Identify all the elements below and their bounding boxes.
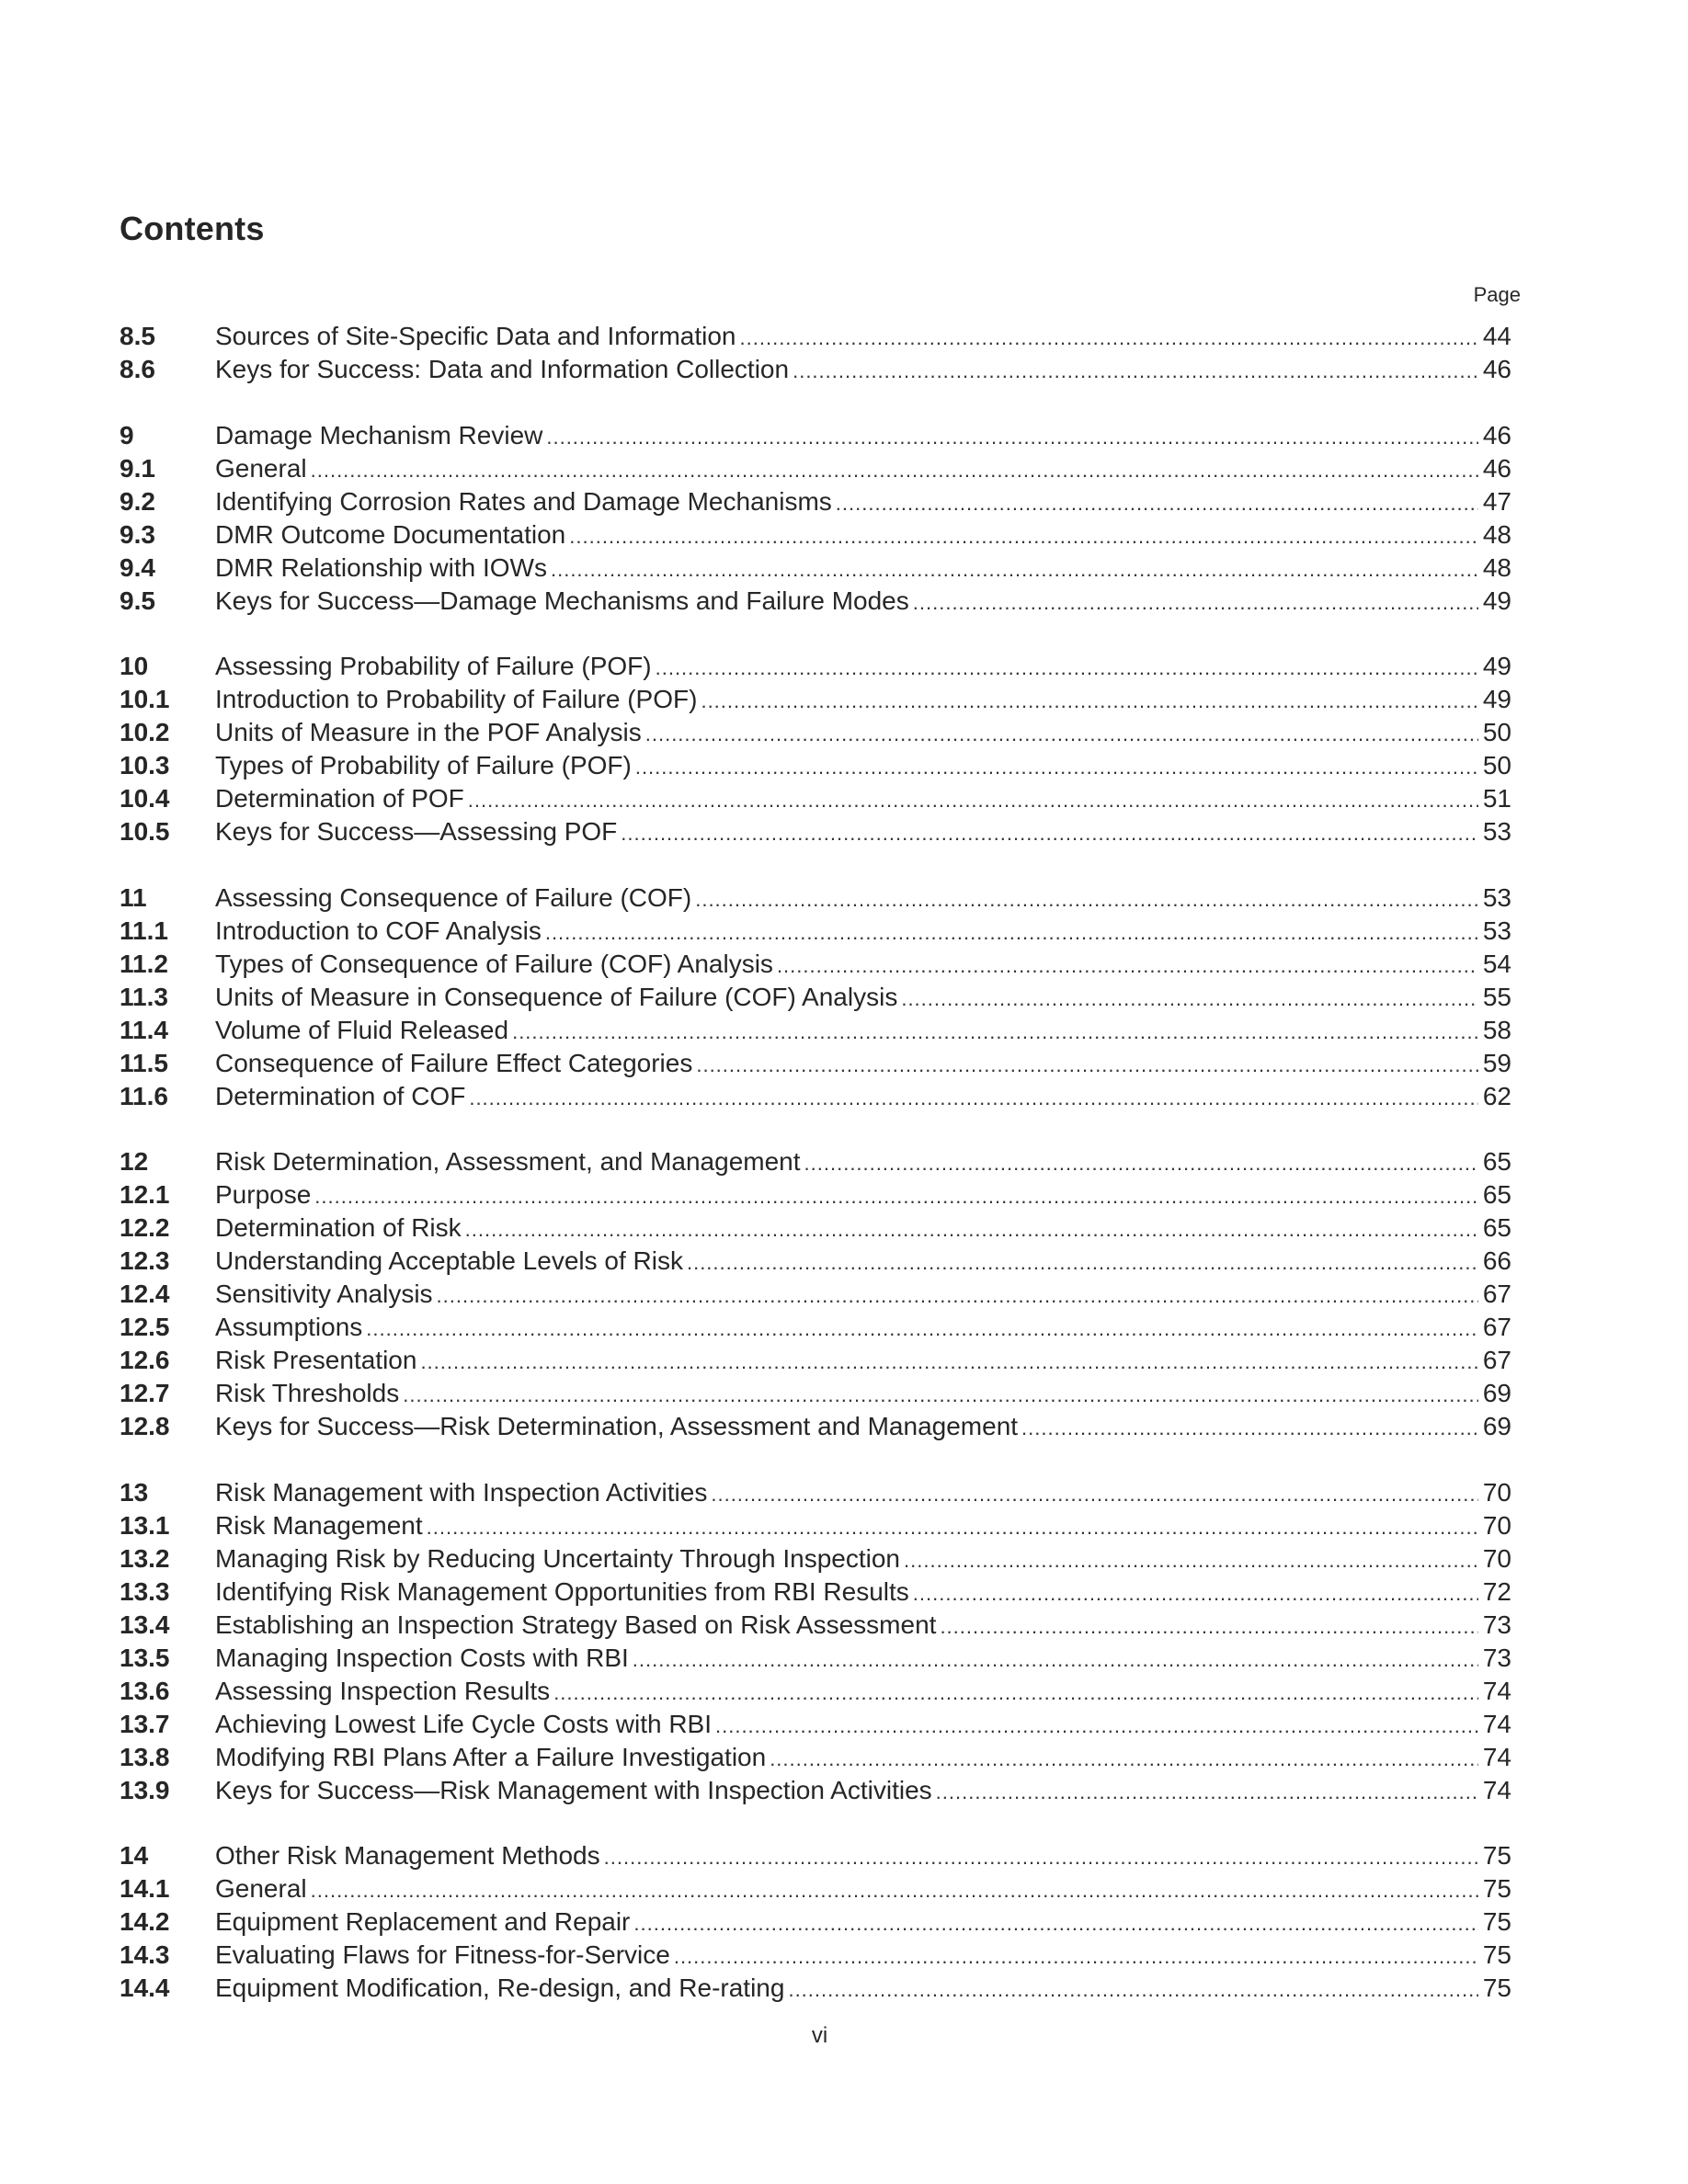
toc-entry[interactable] [120,1245,1511,1278]
dot-leader [621,817,1478,850]
toc-entry-title: Units of Measure in the POF Analysis [215,718,642,746]
dot-leader [674,1940,1478,1974]
toc-entry-page: 65 [1482,1147,1511,1176]
toc-entry-title: Sources of Site-Specific Data and Information [215,322,736,350]
dot-leader [551,553,1478,586]
toc-section-group [120,1476,1511,1807]
toc-entry-title: Identifying Corrosion Rates and Damage Mechanisms [215,486,832,516]
toc-entry-number: 8.5 [120,322,155,350]
toc-entry[interactable] [120,1774,1511,1807]
toc-entry-number: 13.7 [120,1709,170,1738]
toc-entry-page: 70 [1482,1510,1511,1540]
dot-leader [904,1544,1478,1577]
toc-entry-page: 50 [1482,718,1511,746]
toc-entry-title: Risk Determination, Assessment, and Management [215,1147,801,1176]
toc-entry-title: General [215,453,307,483]
toc-entry-page: 53 [1482,882,1511,912]
toc-entry-number: 11 [120,882,147,912]
toc-entry[interactable] [120,1575,1511,1609]
toc-entry-title: Understanding Acceptable Levels of Risk [215,1246,683,1275]
dot-leader [366,1313,1478,1346]
toc-entry-number: 10.5 [120,817,170,846]
toc-section-group [120,1145,1511,1443]
toc-entry-number: 12.6 [120,1346,170,1374]
dot-leader [701,685,1478,718]
toc-entry-page: 59 [1482,1048,1511,1077]
toc-entry[interactable] [120,1972,1511,2005]
toc-entry[interactable] [120,1642,1511,1675]
toc-entry-title: Assessing Probability of Failure (POF) [215,652,652,680]
toc-entry-title: Determination of Risk [215,1213,462,1242]
toc-entry-number: 12 [120,1147,149,1176]
toc-entry[interactable] [120,1014,1511,1047]
toc-entry-title: Risk Management with Inspection Activities [215,1477,708,1507]
dot-leader [901,983,1478,1016]
toc-entry[interactable] [120,1047,1511,1080]
toc-entry[interactable] [120,1741,1511,1774]
toc-entry[interactable] [120,1542,1511,1575]
toc-entry-number: 13.5 [120,1643,170,1672]
toc-entry-page: 70 [1482,1543,1511,1573]
toc-entry-page: 54 [1482,949,1511,978]
dot-leader [633,1644,1478,1677]
dot-leader [635,751,1478,784]
dot-leader [403,1379,1478,1412]
toc-entry-page: 55 [1482,982,1511,1011]
toc-entry-page: 47 [1482,486,1511,516]
toc-entry[interactable] [120,981,1511,1014]
dot-leader [740,322,1478,355]
toc-entry-page: 67 [1482,1280,1511,1308]
toc-entry-title: Managing Risk by Reducing Uncertainty Through Inspection [215,1543,901,1573]
dot-leader [314,1180,1478,1213]
toc-entry[interactable] [120,650,1511,683]
toc-entry-title: Volume of Fluid Released [215,1015,509,1044]
dot-leader [687,1246,1478,1280]
toc-entry[interactable] [120,518,1511,552]
toc-entry[interactable] [120,419,1511,452]
dot-leader [604,1841,1478,1874]
toc-entry-title: Modifying RBI Plans After a Failure Investigation [215,1742,767,1771]
dot-leader [715,1710,1478,1743]
toc-entry[interactable] [120,1675,1511,1708]
toc-entry[interactable] [120,716,1511,749]
toc-entry[interactable] [120,882,1511,915]
toc-entry-page: 65 [1482,1180,1511,1209]
dot-leader [770,1743,1478,1776]
toc-entry-page: 46 [1482,420,1511,449]
toc-entry-page: 72 [1482,1576,1511,1606]
toc-entry-page: 51 [1482,784,1511,813]
toc-entry-page: 58 [1482,1015,1511,1044]
toc-entry-page: 66 [1482,1246,1511,1275]
toc-entry-page: 75 [1482,1907,1511,1936]
toc-entry-number: 11.2 [120,949,168,978]
dot-leader [311,454,1478,487]
dot-leader [711,1478,1478,1511]
dot-leader [420,1346,1478,1379]
toc-entry-number: 9.1 [120,453,155,483]
toc-entry-page: 74 [1482,1676,1511,1705]
toc-entry[interactable] [120,1344,1511,1377]
toc-entry[interactable] [120,1905,1511,1939]
toc-entry-number: 11.1 [120,916,168,945]
dot-leader [569,520,1478,553]
toc-section-group [120,650,1511,848]
toc-entry-title: Keys for Success—Risk Determination, Assessment and Management [215,1412,1019,1440]
toc-entry-page: 67 [1482,1346,1511,1374]
toc-entry-title: Other Risk Management Methods [215,1841,600,1870]
toc-entry-number: 9.2 [120,486,155,516]
toc-entry[interactable] [120,683,1511,716]
toc-entry-page: 70 [1482,1477,1511,1507]
toc-entry-title: Introduction to COF Analysis [215,916,542,945]
dot-leader [468,784,1478,817]
dot-leader [545,916,1478,950]
dot-leader [695,883,1478,916]
toc-entry-number: 10.2 [120,718,170,746]
toc-entry-number: 13.6 [120,1676,170,1705]
toc-entry-page: 53 [1482,817,1511,846]
toc-entry-number: 13.3 [120,1576,170,1606]
toc-entry[interactable] [120,485,1511,518]
toc-entry-title: Identifying Risk Management Opportunities from RBI Results [215,1576,909,1606]
toc-entry[interactable] [120,320,1511,353]
toc-entry-number: 14.4 [120,1974,170,2002]
toc-section-group [120,882,1511,1113]
dot-leader [656,652,1478,685]
toc-entry-title: Establishing an Inspection Strategy Based on Risk Assessment [215,1610,937,1639]
toc-entry[interactable] [120,452,1511,485]
toc-entry-number: 13 [120,1477,149,1507]
dot-leader [777,950,1478,983]
toc-entry[interactable] [120,1609,1511,1642]
page-column-label: Page [1473,283,1521,306]
toc-entry-page: 74 [1482,1775,1511,1804]
dot-leader [1021,1412,1478,1445]
toc-entry-number: 10.1 [120,685,170,713]
toc-entry-title: Types of Consequence of Failure (COF) Analysis [215,949,773,978]
toc-entry-number: 12.3 [120,1246,170,1275]
toc-entry-page: 48 [1482,519,1511,549]
dot-leader [469,1082,1478,1115]
toc-entry-title: Assessing Consequence of Failure (COF) [215,882,692,912]
toc-entry-number: 13.8 [120,1742,170,1771]
toc-entry-number: 14.2 [120,1907,170,1936]
dot-leader [940,1610,1478,1644]
toc-entry-title: Determination of COF [215,1081,466,1110]
toc-section-group [120,1839,1511,2005]
toc-entry[interactable] [120,1839,1511,1872]
toc-entry-title: Keys for Success—Risk Management with Inspection Activities [215,1775,932,1804]
dot-leader [546,421,1478,454]
toc-entry[interactable] [120,1509,1511,1542]
dot-leader [512,1016,1478,1049]
toc-entry-number: 14.1 [120,1874,170,1903]
toc-entry-page: 69 [1482,1412,1511,1440]
toc-entry-title: Risk Management [215,1510,423,1540]
toc-entry[interactable] [120,1410,1511,1443]
toc-entry-page: 53 [1482,916,1511,945]
toc-entry-number: 9 [120,420,134,449]
toc-entry-page: 67 [1482,1313,1511,1341]
toc-entry-title: Units of Measure in Consequence of Failure (COF) Analysis [215,982,898,1011]
toc-entry-title: Damage Mechanism Review [215,420,543,449]
dot-leader [936,1776,1478,1809]
dot-leader [311,1874,1478,1907]
toc-entry-page: 46 [1482,453,1511,483]
toc-entry-title: Consequence of Failure Effect Categories [215,1048,693,1077]
toc-section-group [120,320,1511,386]
toc-entry-title: Managing Inspection Costs with RBI [215,1643,629,1672]
dot-leader [793,355,1478,388]
toc-entry[interactable] [120,915,1511,948]
toc-entry-number: 11.5 [120,1048,168,1077]
dot-leader [427,1511,1478,1544]
toc-entry-title: Keys for Success—Assessing POF [215,817,618,846]
toc-entry-title: Types of Probability of Failure (POF) [215,751,632,779]
toc-entry-page: 75 [1482,1841,1511,1870]
toc-entry-number: 12.7 [120,1379,170,1407]
toc-entry-page: 44 [1482,322,1511,350]
page-title: Contents [120,210,265,247]
toc-entry[interactable] [120,1872,1511,1905]
toc-entry[interactable] [120,1278,1511,1311]
toc-entry-number: 10.4 [120,784,170,813]
toc-entry-number: 13.4 [120,1610,170,1639]
toc-entry[interactable] [120,1708,1511,1741]
toc-entry-number: 10.3 [120,751,170,779]
toc-entry-title: DMR Outcome Documentation [215,519,566,549]
toc-entry-page: 49 [1482,685,1511,713]
toc-entry-page: 75 [1482,1974,1511,2002]
dot-leader [913,586,1478,620]
dot-leader [553,1677,1478,1710]
toc-entry-page: 46 [1482,355,1511,383]
toc-entry-title: Assumptions [215,1313,363,1341]
toc-entry[interactable] [120,585,1511,618]
toc-entry-title: Assessing Inspection Results [215,1676,551,1705]
toc-entry-page: 73 [1482,1610,1511,1639]
dot-leader [836,487,1478,520]
toc-entry[interactable] [120,1939,1511,1972]
toc-entry-page: 75 [1482,1874,1511,1903]
toc-entry-number: 8.6 [120,355,155,383]
toc-entry-number: 13.9 [120,1775,170,1804]
toc-entry-title: Sensitivity Analysis [215,1280,433,1308]
toc-entry-title: Determination of POF [215,784,464,813]
toc-entry-page: 50 [1482,751,1511,779]
dot-leader [465,1213,1478,1246]
dot-leader [437,1280,1478,1313]
toc-entry[interactable] [120,1311,1511,1344]
toc-entry-number: 13.2 [120,1543,170,1573]
dot-leader [913,1577,1478,1610]
table-of-contents [120,320,1511,2038]
toc-entry[interactable] [120,815,1511,848]
toc-entry-number: 12.5 [120,1313,170,1341]
dot-leader [645,718,1478,751]
toc-entry-title: Equipment Modification, Re-design, and Re-rating [215,1974,785,2002]
toc-entry-title: Risk Presentation [215,1346,417,1374]
toc-entry-title: General [215,1874,307,1903]
toc-entry-page: 73 [1482,1643,1511,1672]
toc-entry-number: 12.8 [120,1412,170,1440]
toc-entry-number: 9.5 [120,586,155,615]
toc-entry-number: 14.3 [120,1940,170,1969]
toc-entry-number: 13.1 [120,1510,170,1540]
toc-entry-title: Achieving Lowest Life Cycle Costs with RBI [215,1709,712,1738]
toc-entry-page: 62 [1482,1081,1511,1110]
toc-entry-page: 49 [1482,652,1511,680]
toc-entry[interactable] [120,1476,1511,1509]
toc-entry[interactable] [120,353,1511,386]
dot-leader [633,1907,1478,1940]
toc-entry-title: Keys for Success: Data and Information Collection [215,355,790,383]
toc-entry-page: 65 [1482,1213,1511,1242]
toc-entry-title: DMR Relationship with IOWs [215,552,547,582]
toc-entry-number: 9.3 [120,519,155,549]
toc-entry-number: 12.2 [120,1213,170,1242]
toc-entry-number: 11.3 [120,982,168,1011]
dot-leader [788,1974,1478,2007]
toc-entry-number: 9.4 [120,552,155,582]
toc-section-group [120,419,1511,618]
toc-entry-title: Evaluating Flaws for Fitness-for-Service [215,1940,670,1969]
toc-entry[interactable] [120,1178,1511,1211]
toc-entry-number: 12.1 [120,1180,170,1209]
toc-entry-page: 69 [1482,1379,1511,1407]
toc-entry-title: Purpose [215,1180,312,1209]
toc-entry[interactable] [120,1145,1511,1178]
toc-entry[interactable] [120,749,1511,782]
toc-entry-title: Introduction to Probability of Failure (POF) [215,685,698,713]
toc-entry-number: 14 [120,1841,149,1870]
dot-leader [804,1147,1478,1180]
toc-entry-number: 11.4 [120,1015,168,1044]
toc-entry-page: 74 [1482,1742,1511,1771]
toc-entry-title: Equipment Replacement and Repair [215,1907,631,1936]
toc-entry-number: 10 [120,652,149,680]
toc-entry-title: Keys for Success—Damage Mechanisms and Failure Modes [215,586,909,615]
toc-entry[interactable] [120,1080,1511,1113]
toc-entry-number: 11.6 [120,1081,168,1110]
dot-leader [696,1049,1478,1082]
toc-entry-page: 49 [1482,586,1511,615]
toc-entry[interactable] [120,552,1511,585]
toc-entry[interactable] [120,948,1511,981]
toc-entry-number: 12.4 [120,1280,170,1308]
toc-entry-page: 74 [1482,1709,1511,1738]
page-folio: vi [811,2023,828,2048]
toc-entry[interactable] [120,782,1511,815]
toc-entry[interactable] [120,1211,1511,1245]
toc-entry-page: 75 [1482,1940,1511,1969]
toc-entry[interactable] [120,1377,1511,1410]
toc-entry-page: 48 [1482,552,1511,582]
toc-entry-title: Risk Thresholds [215,1379,400,1407]
